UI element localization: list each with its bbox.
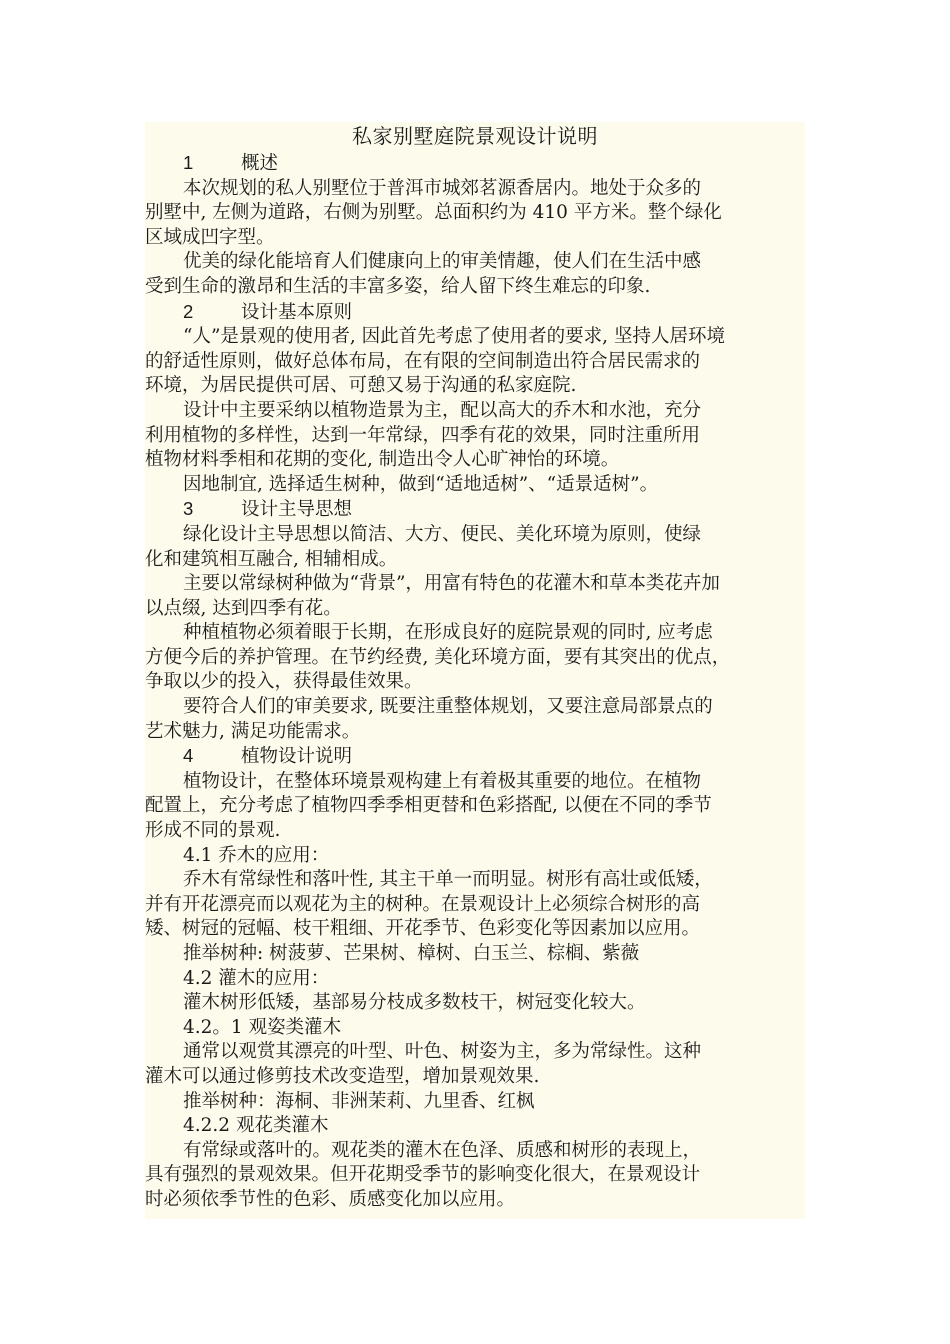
paragraph-line: 并有开花漂亮而以观花为主的树种。在景观设计上必须综合树形的高 <box>145 893 701 915</box>
section-heading <box>145 744 805 770</box>
section-heading <box>145 151 805 177</box>
document-body <box>145 122 805 1219</box>
paragraph-first-line: 4.2。1 观姿类灌木 <box>183 1016 342 1038</box>
paragraph-first-line: 要符合人们的审美要求, 既要注重整体规划，又要注意局部景点的 <box>183 696 713 718</box>
section-title: 设计基本原则 <box>241 301 353 323</box>
paragraph-line: 灌木可以通过修剪技术改变造型，增加景观效果. <box>145 1065 540 1087</box>
paragraph-first-line: 优美的绿化能培育人们健康向上的审美情趣，使人们在生活中感 <box>183 251 702 273</box>
paragraph-first-line: 植物设计，在整体环境景观构建上有着极其重要的地位。在植物 <box>183 770 702 792</box>
paragraph-first-line: 灌木树形低矮，基部易分枝成多数枝干，树冠变化较大。 <box>183 992 646 1014</box>
paragraph-first-line: 4.1 乔木的应用： <box>183 844 330 866</box>
paragraph-first-line: “人”是景观的使用者, 因此首先考虑了使用者的要求, 坚持人居环境 <box>183 326 725 348</box>
paragraph-first-line: 推举树种: 树菠萝、芒果树、樟树、白玉兰、棕榈、紫薇 <box>183 943 640 964</box>
paragraph-line: 利用植物的多样性，达到一年常绿，四季有花的效果，同时注重所用 <box>145 424 701 446</box>
paragraph-line: 配置上，充分考虑了植物四季季相更替和色彩搭配, 以便在不同的季节 <box>145 795 712 817</box>
section-title: 植物设计说明 <box>241 746 353 768</box>
paragraph-line: 化和建筑相互融合, 相辅相成。 <box>145 548 398 570</box>
paragraph-first-line: 4.2.2 观花类灌木 <box>183 1115 329 1137</box>
paragraph-line: 的舒适性原则，做好总体布局，在有限的空间制造出符合居民需求的 <box>145 350 701 372</box>
section-heading <box>145 497 805 523</box>
paragraph-line: 以点缀, 达到四季有花。 <box>145 597 342 619</box>
section-title: 概述 <box>241 153 279 174</box>
paragraph-line: 方便今后的养护管理。在节约经费, 美化环境方面，要有其突出的优点， <box>145 646 731 668</box>
paragraph-line: 区域成凹字型。 <box>145 226 275 248</box>
paragraph-line: 植物材料季相和花期的变化, 制造出令人心旷神怡的环境。 <box>145 449 620 471</box>
paragraph-first-line: 通常以观赏其漂亮的叶型、叶色、树姿为主，多为常绿性。这种 <box>183 1041 702 1063</box>
paragraph-first-line: 因地制宜, 选择适生树种，做到“适地适树”、“适景适树”。 <box>183 473 659 495</box>
section-heading <box>145 300 805 326</box>
paragraph-line: 形成不同的景观. <box>145 820 281 842</box>
paragraph-first-line: 乔木有常绿性和落叶性, 其主干单一而明显。树形有高壮或低矮， <box>183 869 713 891</box>
paragraph-first-line: 有常绿或落叶的。观花类的灌木在色泽、质感和树形的表现上， <box>183 1139 702 1161</box>
section-number: 2 <box>183 300 194 322</box>
paragraph-first-line: 绿化设计主导思想以简洁、大方、便民、美化环境为原则，使绿 <box>183 523 702 545</box>
paragraph-line: 环境，为居民提供可居、可憩又易于沟通的私家庭院. <box>145 375 577 397</box>
paragraph-line: 争取以少的投入，获得最佳效果。 <box>145 671 423 693</box>
section-number: 1 <box>183 152 194 173</box>
paragraph-first-line: 推举树种：海桐、非洲茉莉、九里香、红枫 <box>183 1090 535 1112</box>
paragraph-first-line: 设计中主要采纳以植物造景为主，配以高大的乔木和水池，充分 <box>183 399 702 421</box>
paragraph-line: 具有强烈的景观效果。但开花期受季节的影响变化很大，在景观设计 <box>145 1164 701 1186</box>
section-number: 4 <box>183 745 194 767</box>
paragraph-line: 时必须依季节性的色彩、质感变化加以应用。 <box>145 1188 516 1210</box>
paragraph-line: 受到生命的激昂和生活的丰富多姿，给人留下终生难忘的印象. <box>145 275 651 297</box>
paragraph-line: 别墅中, 左侧为道路，右侧为别墅。总面积约为 410 平方米。整个绿化 <box>145 202 722 224</box>
paragraph-line: 艺术魅力, 满足功能需求。 <box>145 720 361 742</box>
paragraph-first-line: 本次规划的私人别墅位于普洱市城郊茗源香居内。地处于众多的 <box>183 177 702 199</box>
paragraph-first-line: 4.2 灌木的应用： <box>183 967 330 989</box>
paragraph-line: 矮、树冠的冠幅、枝干粗细、开花季节、色彩变化等因素加以应用。 <box>145 918 701 940</box>
paragraph-first-line: 种植植物必须着眼于长期，在形成良好的庭院景观的同时, 应考虑 <box>183 622 713 644</box>
section-number: 3 <box>183 498 194 520</box>
section-title: 设计主导思想 <box>241 499 353 521</box>
paragraph-first-line: 主要以常绿树种做为“背景”，用富有特色的花灌木和草本类花卉加 <box>183 573 720 595</box>
document-title: 私家别墅庭院景观设计说明 <box>352 124 598 148</box>
